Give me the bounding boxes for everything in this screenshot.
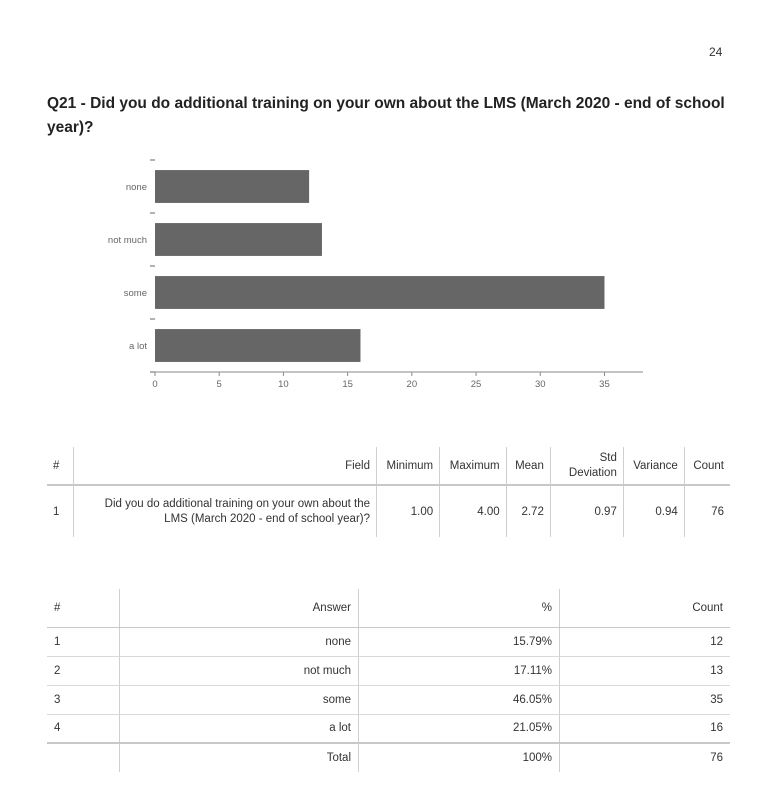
answer-row bbox=[47, 656, 730, 685]
answers-table bbox=[47, 589, 730, 772]
stats-row bbox=[47, 485, 730, 537]
bar bbox=[155, 329, 360, 362]
answer-percent: 46.05% bbox=[359, 685, 560, 714]
answer-index: 2 bbox=[47, 656, 120, 685]
answer-percent: 21.05% bbox=[359, 714, 560, 743]
stats-header-row bbox=[47, 447, 730, 485]
answer-count: 12 bbox=[560, 627, 731, 656]
category-label: a lot bbox=[129, 341, 147, 352]
answer-row bbox=[47, 627, 730, 656]
answer-row bbox=[47, 685, 730, 714]
x-tick-label: 10 bbox=[278, 379, 289, 390]
category-label: none bbox=[125, 182, 147, 193]
stats-variance: 0.94 bbox=[623, 485, 684, 537]
answers-total-row bbox=[47, 743, 730, 772]
answers-header-count: Count bbox=[560, 589, 731, 627]
stats-index: 1 bbox=[53, 505, 60, 518]
x-tick-label: 0 bbox=[152, 379, 158, 390]
x-tick-label: 15 bbox=[342, 379, 353, 390]
stats-count: 76 bbox=[684, 485, 730, 537]
x-tick-label: 20 bbox=[406, 379, 418, 390]
stats-header-std-deviation: Std Deviation bbox=[550, 447, 623, 485]
total-index bbox=[47, 743, 120, 772]
answer-label: not much bbox=[120, 656, 359, 685]
answer-label: a lot bbox=[120, 714, 359, 743]
x-tick-label: 5 bbox=[216, 379, 222, 390]
question-title: Q21 - Did you do additional training on your own about the LMS (March 2020 - end of school year)? bbox=[47, 95, 725, 136]
bar bbox=[155, 170, 309, 203]
answer-label: some bbox=[120, 685, 359, 714]
stats-header-field: Field bbox=[74, 447, 377, 485]
answer-index: 3 bbox=[47, 685, 120, 714]
x-tick-label: 30 bbox=[534, 379, 546, 390]
stats-header-index: # bbox=[47, 447, 74, 485]
answer-index: 4 bbox=[47, 714, 120, 743]
answers-header-percent: % bbox=[359, 589, 560, 627]
bar bbox=[155, 223, 322, 256]
stats-header-minimum: Minimum bbox=[377, 447, 440, 485]
stats-maximum: 4.00 bbox=[440, 485, 507, 537]
answers-header-index: # bbox=[47, 589, 120, 627]
stats-minimum: 1.00 bbox=[377, 485, 440, 537]
bar bbox=[155, 276, 604, 309]
x-tick-label: 35 bbox=[599, 379, 610, 390]
stats-std-deviation: 0.97 bbox=[550, 485, 623, 537]
stats-field: Did you do additional training on your own about the LMS (March 2020 - end of school year)? bbox=[74, 485, 377, 537]
stats-header-count: Count bbox=[684, 447, 730, 485]
stats-header-mean: Mean bbox=[506, 447, 550, 485]
category-label: not much bbox=[107, 235, 147, 246]
answer-percent: 17.11% bbox=[359, 656, 560, 685]
statistics-table bbox=[47, 447, 730, 537]
category-label: some bbox=[123, 288, 147, 299]
answer-percent: 15.79% bbox=[359, 627, 560, 656]
answer-index: 1 bbox=[47, 627, 120, 656]
answers-header-row bbox=[47, 589, 730, 627]
total-percent: 100% bbox=[359, 743, 560, 772]
answer-count: 35 bbox=[560, 685, 731, 714]
answer-count: 13 bbox=[560, 656, 731, 685]
stats-header-variance: Variance bbox=[623, 447, 684, 485]
stats-header-maximum: Maximum bbox=[440, 447, 507, 485]
stats-mean: 2.72 bbox=[506, 485, 550, 537]
total-count: 76 bbox=[560, 743, 731, 772]
x-tick-label: 25 bbox=[470, 379, 482, 390]
answers-header-answer: Answer bbox=[120, 589, 359, 627]
answer-row bbox=[47, 714, 730, 743]
answer-label: none bbox=[120, 627, 359, 656]
total-label: Total bbox=[120, 743, 359, 772]
page-number: 24 bbox=[709, 45, 723, 59]
answer-count: 16 bbox=[560, 714, 731, 743]
